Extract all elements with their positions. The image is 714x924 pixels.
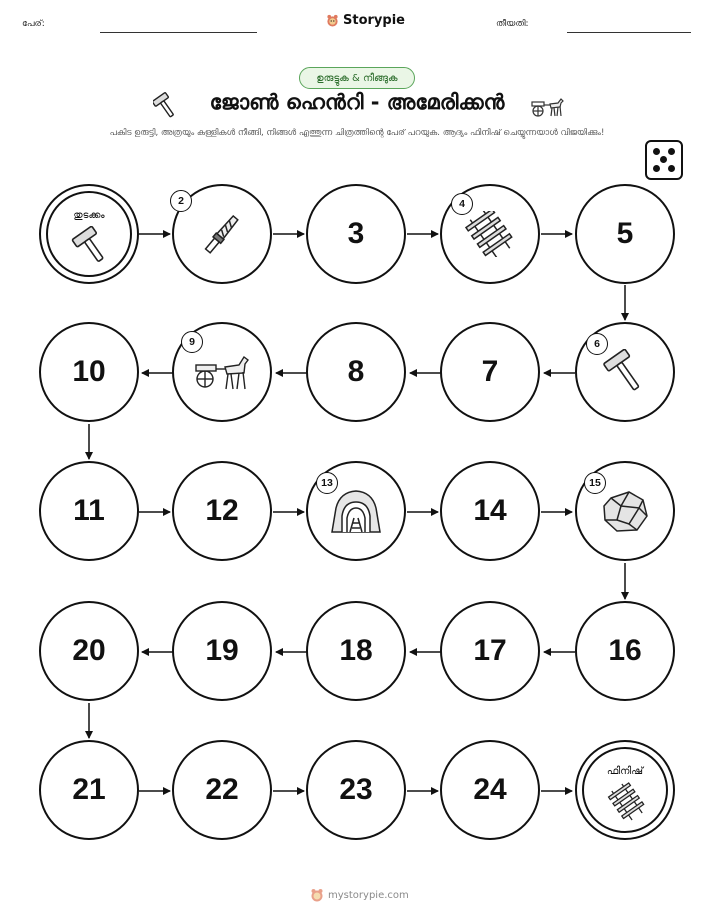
board-space[interactable] <box>575 184 675 284</box>
instructions: പകിട ഉരുട്ടി, അത്രയും കള്ളികൾ നീങ്ങി, നിങ്ങൾ എത്തുന്ന ചിത്രത്തിന്റെ പേര് പറയുക. ആദ്യം ഫിനിഷ് ചെയ്യുന്നയാൾ വിജയിക്കും! <box>109 128 605 138</box>
board-space[interactable] <box>306 461 406 561</box>
board-space[interactable] <box>440 461 540 561</box>
board-space[interactable] <box>172 184 272 284</box>
board-space[interactable] <box>39 322 139 422</box>
railroad-track-icon <box>464 211 516 257</box>
space-number: 18 <box>339 634 373 667</box>
board-space[interactable] <box>306 601 406 701</box>
space-number: 24 <box>473 773 507 806</box>
board-space[interactable] <box>306 322 406 422</box>
space-number: 5 <box>616 217 634 250</box>
space-number: 19 <box>205 634 239 667</box>
board-space[interactable] <box>306 740 406 840</box>
board-space[interactable] <box>172 461 272 561</box>
board-space[interactable] <box>575 461 675 561</box>
space-number: 21 <box>72 773 106 806</box>
hammer-icon <box>71 226 111 266</box>
board-space[interactable] <box>39 461 139 561</box>
page-title: ജോൺ ഹെൻറി - അമേരിക്കൻ <box>209 90 505 114</box>
finish-space[interactable] <box>575 740 675 840</box>
space-number: 20 <box>72 634 106 667</box>
space-number: 10 <box>72 355 106 388</box>
tunnel-icon <box>330 488 382 534</box>
space-number: 4 <box>451 193 473 215</box>
board-space[interactable] <box>440 601 540 701</box>
game-type-badge: ഉരുട്ടുക & നീങ്ങുക <box>299 67 415 89</box>
rock-icon <box>599 488 651 534</box>
brand-name: Storypie <box>343 13 405 28</box>
board-space[interactable] <box>575 322 675 422</box>
railroad-track-icon <box>607 782 647 822</box>
space-number: 15 <box>584 472 606 494</box>
chisel-icon <box>196 211 248 257</box>
finish-label: ഫിനിഷ് <box>606 766 644 777</box>
date-label: തീയതി: <box>496 19 529 29</box>
name-label: പേര്: <box>22 19 45 29</box>
footer <box>310 888 409 902</box>
space-number: 2 <box>170 190 192 212</box>
space-number: 3 <box>347 217 365 250</box>
space-number: 14 <box>473 494 507 527</box>
hammer-icon <box>599 349 651 395</box>
space-number: 6 <box>586 333 608 355</box>
space-number: 12 <box>205 494 239 527</box>
start-space[interactable] <box>39 184 139 284</box>
space-number: 9 <box>181 331 203 353</box>
space-number: 16 <box>608 634 642 667</box>
board-space[interactable] <box>39 740 139 840</box>
space-number: 22 <box>205 773 239 806</box>
start-label: തുടക്കം <box>73 210 105 221</box>
horse-cart-icon <box>193 349 251 395</box>
board-space[interactable] <box>440 740 540 840</box>
space-number: 23 <box>339 773 373 806</box>
board-space[interactable] <box>172 322 272 422</box>
storypie-logo-icon <box>310 888 324 902</box>
footer-site[interactable]: mystorypie.com <box>328 889 409 901</box>
board-space[interactable] <box>440 322 540 422</box>
space-number: 7 <box>481 355 499 388</box>
space-number: 8 <box>347 355 365 388</box>
board-space[interactable] <box>306 184 406 284</box>
space-number: 13 <box>316 472 338 494</box>
board-space[interactable] <box>39 601 139 701</box>
space-number: 17 <box>473 634 507 667</box>
space-number: 11 <box>73 494 105 527</box>
board-space[interactable] <box>172 601 272 701</box>
board-space[interactable] <box>172 740 272 840</box>
board-space[interactable] <box>440 184 540 284</box>
board-space[interactable] <box>575 601 675 701</box>
